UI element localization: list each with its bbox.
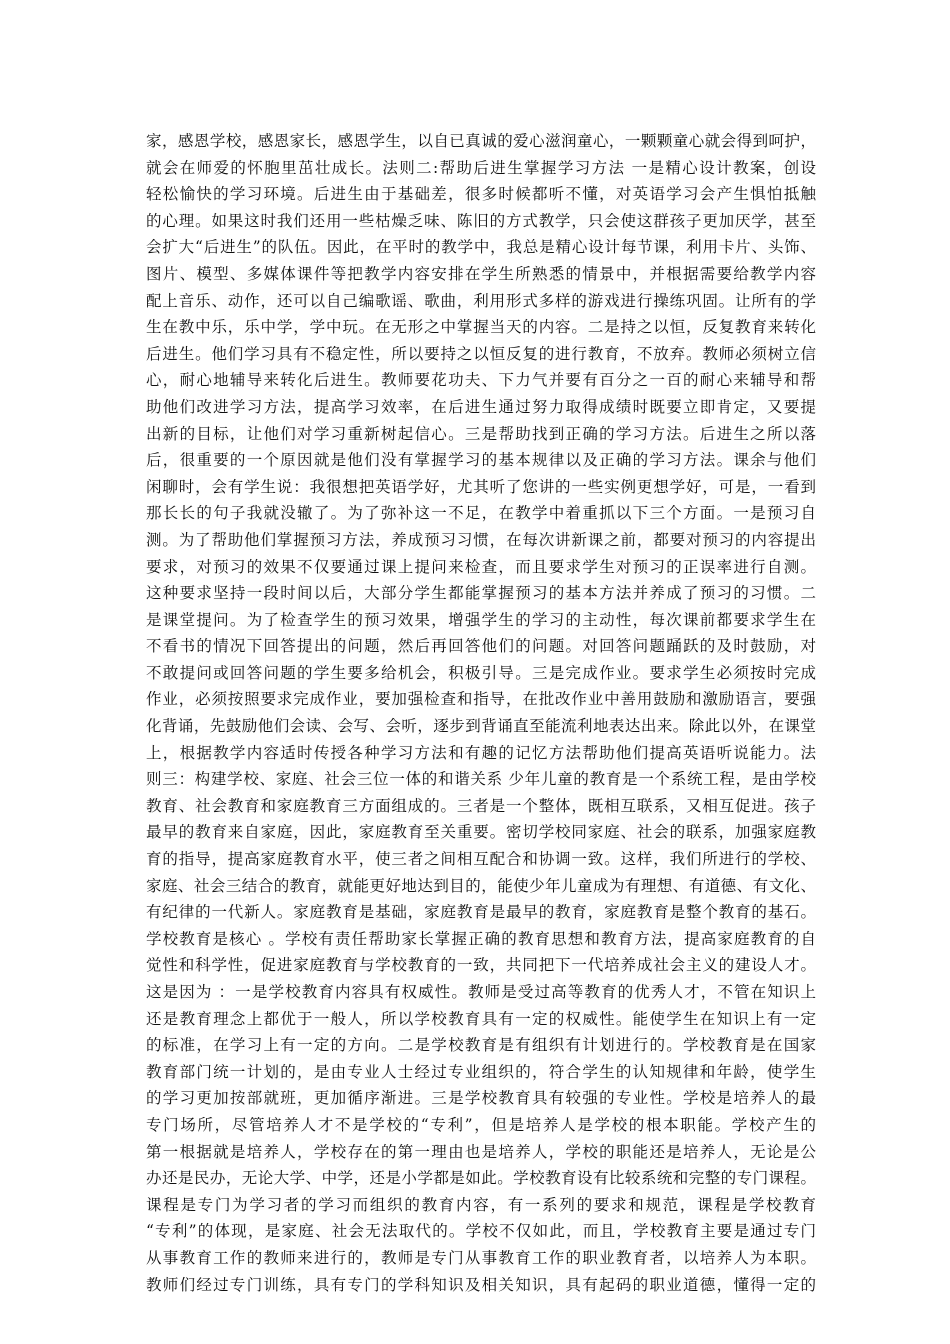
text-line: 的学习更加按部就班，更加循序渐进。三是学校教育具有较强的专业性。学校是培养人的最 [146, 1089, 816, 1108]
text-line: 还是教育理念上都优于一般人，所以学校教育具有一定的权威性。能使学生在知识上有一定 [146, 1009, 816, 1028]
text-line: 上，根据教学内容适时传授各种学习方法和有趣的记忆方法帮助他们提高英语听说能力。法 [146, 743, 816, 762]
text-line: 生在教中乐，乐中学，学中玩。在无形之中掌握当天的内容。二是持之以恒，反复教育来转化 [146, 318, 816, 337]
text-line: 这是因为 ：一是学校教育内容具有权威性。教师是受过高等教育的优秀人才，不管在知识上 [146, 983, 816, 1001]
text-line: 从事教育工作的教师来进行的，教师是专门从事教育工作的职业教育者，以培养人为本职。 [146, 1248, 816, 1267]
text-line: 不看书的情况下回答提出的问题，然后再回答他们的问题。对回答问题踊跃的及时鼓励，对 [146, 637, 816, 656]
text-line: 觉性和科学性，促进家庭教育与学校教育的一致，共同把下一代培养成社会主义的建设人才。 [146, 956, 816, 975]
text-line: 有纪律的一代新人。家庭教育是基础，家庭教育是最早的教育，家庭教育是整个教育的基石。 [146, 903, 816, 922]
text-line: 教师们经过专门训练，具有专门的学科知识及相关知识，具有起码的职业道德，懂得一定的 [146, 1275, 816, 1294]
text-line: 后进生。他们学习具有不稳定性，所以要持之以恒反复的进行教育，不放弃。教师必须树立信 [146, 344, 816, 363]
text-line: 的心理。如果这时我们还用一些枯燥乏味、陈旧的方式教学，只会使这群孩子更加厌学，甚至 [146, 211, 816, 230]
text-line: 课程是专门为学习者的学习而组织的教育内容，有一系列的要求和规范，课程是学校教育 [146, 1195, 816, 1214]
text-line: 的标准，在学习上有一定的方向。二是学校教育是有组织有计划进行的。学校教育是在国家 [146, 1036, 816, 1055]
text-line: “专利”的体现，是家庭、社会无法取代的。学校不仅如此，而且，学校教育主要是通过专门 [146, 1222, 816, 1241]
text-line: 作业，必须按照要求完成作业，要加强检查和指导，在批改作业中善用鼓励和激励语言，要强 [146, 690, 816, 709]
text-line: 则三：构建学校、家庭、社会三位一体的和谐关系 少年儿童的教育是一个系统工程，是由学校 [146, 770, 816, 789]
body-text [146, 128, 816, 1298]
text-line: 出新的目标，让他们对学习重新树起信心。三是帮助找到正确的学习方法。后进生之所以落 [146, 424, 816, 443]
text-line: 助他们改进学习方法，提高学习效率，在后进生通过努力取得成绩时既要立即肯定，又要提 [146, 397, 816, 416]
text-line: 家庭、社会三结合的教育，就能更好地达到目的，能使少年儿童成为有理想、有道德、有文化、 [146, 876, 816, 895]
text-line: 专门场所，尽管培养人才不是学校的“专利”，但是培养人是学校的根本职能。学校产生的 [146, 1115, 816, 1134]
text-line: 育的指导，提高家庭教育水平，使三者之间相互配合和协调一致。这样，我们所进行的学校、 [146, 850, 816, 869]
text-line: 化背诵，先鼓励他们会读、会写、会听，逐步到背诵直至能流利地表达出来。除此以外，在课堂 [146, 717, 816, 736]
text-line: 测。为了帮助他们掌握预习方法，养成预习习惯，在每次讲新课之前，都要对预习的内容提出 [146, 530, 816, 549]
text-line: 轻松愉快的学习环境。后进生由于基础差，很多时候都听不懂，对英语学习会产生惧怕抵触 [146, 185, 816, 204]
text-line: 心，耐心地辅导来转化后进生。教师要花功夫、下力气并要有百分之一百的耐心来辅导和帮 [146, 371, 816, 390]
text-line: 闲聊时，会有学生说：我很想把英语学好，尤其听了您讲的一些实例更想学好，可是，一看到 [146, 477, 816, 496]
text-line: 要求，对预习的效果不仅要通过课上提问来检查，而且要求学生对预习的正误率进行自测。 [146, 557, 816, 576]
text-line: 那长长的句子我就没辙了。为了弥补这一不足，在教学中着重抓以下三个方面。一是预习自 [146, 504, 816, 523]
text-line: 家，感恩学校，感恩家长，感恩学生，以自已真诚的爱心滋润童心，一颗颗童心就会得到呵护， [146, 132, 816, 150]
text-line: 这种要求坚持一段时间以后，大部分学生都能掌握预习的基本方法并养成了预习的习惯。二 [146, 584, 816, 603]
text-line: 是课堂提问。为了检查学生的预习效果，增强学生的学习的主动性，每次课前都要求学生在 [146, 610, 816, 629]
text-line: 不敢提问或回答问题的学生要多给机会，积极引导。三是完成作业。要求学生必须按时完成 [146, 663, 816, 682]
text-line: 配上音乐、动作，还可以自己编歌谣、歌曲，利用形式多样的游戏进行操练巩固。让所有的学 [146, 291, 816, 310]
text-line: 教育、社会教育和家庭教育三方面组成的。三者是一个整体，既相互联系，又相互促进。孩子 [146, 796, 816, 815]
text-line: 最早的教育来自家庭，因此，家庭教育至关重要。密切学校同家庭、社会的联系，加强家庭教 [146, 823, 816, 842]
text-line: 第一根据就是培养人，学校存在的第一理由也是培养人，学校的职能还是培养人，无论是公 [146, 1142, 816, 1161]
text-line: 会扩大“后进生”的队伍。因此，在平时的教学中，我总是精心设计每节课，利用卡片、头饰、 [146, 238, 816, 257]
text-line: 图片、模型、多媒体课件等把教学内容安排在学生所熟悉的情景中，并根据需要给教学内容 [146, 264, 816, 283]
text-line: 就会在师爱的怀胞里茁壮成长。法则二:帮助后进生掌握学习方法 一是精心设计教案，创设 [146, 158, 816, 177]
text-line: 后，很重要的一个原因就是他们没有掌握学习的基本规律以及正确的学习方法。课余与他们 [146, 451, 816, 470]
text-line: 办还是民办，无论大学、中学，还是小学都是如此。学校教育设有比较系统和完整的专门课程。 [146, 1169, 816, 1188]
text-line: 教育部门统一计划的，是由专业人士经过专业组织的，符合学生的认知规律和年龄，使学生 [146, 1062, 816, 1081]
text-line: 学校教育是核心 。学校有责任帮助家长掌握正确的教育思想和教育方法，提高家庭教育的自 [146, 929, 816, 948]
